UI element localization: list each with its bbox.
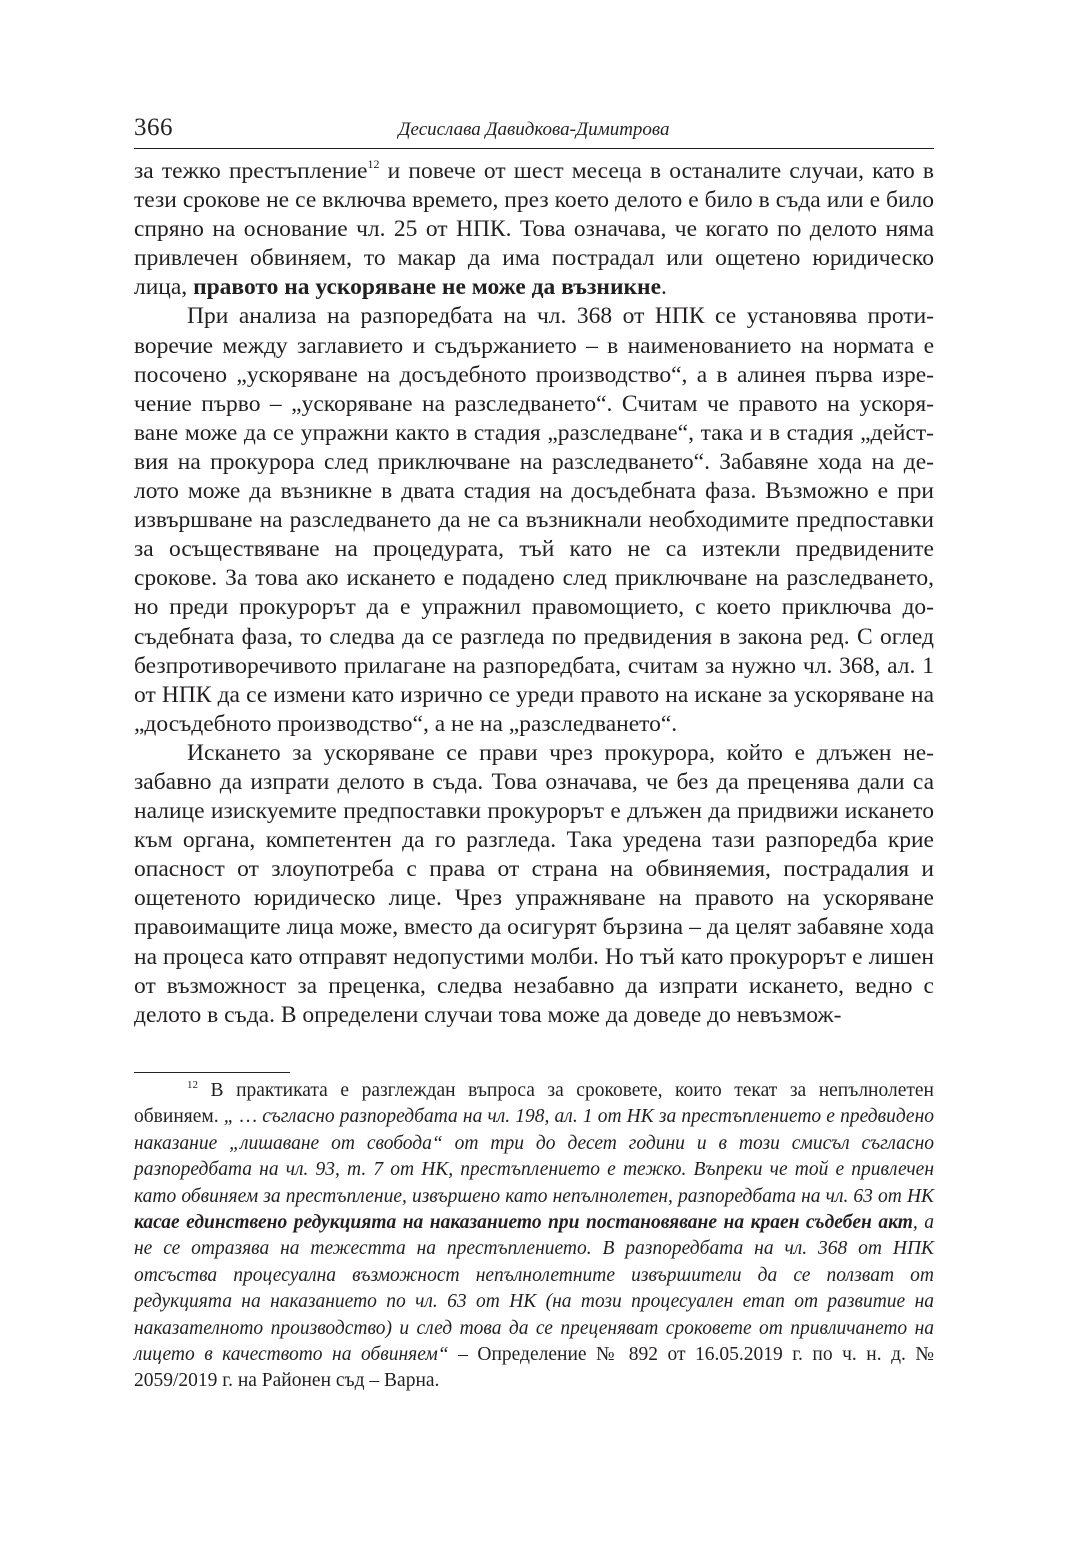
paragraph-1-bold-emphasis: правото на ускоряване не може да възникне (193, 274, 662, 301)
body-text (134, 157, 934, 1030)
footnote-quote-end: , а не се отразява на тежестта на престъплението. В разпоредбата на чл. 368 от НПК отсъства процесуална възможност непълнолетните извършители да се ползват от редукцията на наказанието по чл. 63 от НК (на този процесуален етап от развитие на наказателното производство) и след това да се преценяват сроковете от привличането на лицето в качеството на обвиняем“ (134, 1212, 935, 1366)
footnote (134, 1078, 934, 1395)
footnote-quote-bold: касае единствено редукцията на наказанието при постановяване на краен съдебен акт (134, 1212, 913, 1234)
page-header (134, 112, 934, 149)
footnote-separator (134, 1072, 290, 1073)
paragraph-3: Искането за ускоряване се прави чрез прокурора, който е длъжен незабавно да изпрати делото в съда. Това означава, че без да преценява дали са налице изискуемите предпоставки прокурорът е длъжен да придвижи искането към органа, компетентен да го разгледа. Така уредена тази разпоредба крие опасност от злоупотреба с права от страна на обвиняемия, пострадалия и ощетеното юридическо лице. Чрез упражняване на правото на ускоряване правоимащите лица може, вместо да осигурят бързина – да целят забавяне хода на процеса като отправят недопустими молби. Но тъй като прокурорът е лишен от възможност за преценка, следва незабавно да изпрати искането, ведно с делото в съда. В определени случаи това може да доведе до невъзмож- (134, 739, 934, 1028)
footnote-quote-start: „ … съгласно разпоредбата на чл. 198, ал. 1 от НК за престъплението е предвидено наказание „лишаване от свобода“ от три до десет години и в този смисъл съгласно разпоредбата на чл. 93, т. 7 от НК, престъплението е тежко. Въпреки че той е привлечен като обвиняем за престъпление, извършено като непълнолетен, разпоредбата на чл. 63 от НК (134, 1106, 935, 1207)
paragraph-1 (134, 157, 934, 302)
page-number: 366 (134, 114, 173, 141)
footnote-paragraph (134, 1078, 934, 1395)
paragraph-2: При анализа на разпоредбата на чл. 368 от НПК се установява противоречие между заглавието и съдържанието – в наименованието на нормата е посочено „ускоряване на досъдебното производство“, а в алинея първа изречение първо – „ускоряване на разследването“. Считам че правото на ускоряване може да се упражни както в стадия „разследване“, така и в стадия „действия на прокурора след приключване на разследването“. Забавяне хода на делото може да възникне в двата стадия на досъдебната фаза. Възможно е при извършване на разследването да не са възникнали необходимите предпоставки за осъществяване на процедурата, тъй като не са изтекли предвидените срокове. За това ако искането е подадено след приключване на разследването, но преди прокурорът да е упражнил правомощието, с което приключва досъдебната фаза, то следва да се разгледа по предвидения в закона ред. С оглед безпротиворечивото прилагане на разпоредбата, считам за нужно чл. 368, ал. 1 от НПК да се измени като изрично се уреди правото на искане за ускоряване на „досъдебното производство“, а не на „разследването“. (134, 303, 934, 737)
footnote-intro: В практиката е разглеждан въпроса за сроковете, които текат за непълнолетен обвиняем. (134, 1080, 934, 1128)
paragraph-1-end: . (661, 274, 667, 301)
paragraph-1-middle: и повече от шест месеца в останалите случаи, като в тези срокове не се включва времето, през което делото е било в съда или е било спряно на основание чл. 25 от НПК. Това означава, че когато по делото няма привлечен обвиняем, то макар да има пострадал или ощетено юридическо лица, (134, 158, 934, 301)
footnote-source: – Определение № 892 от 16.05.2019 г. по ч. н. д. № 2059/2019 г. на Районен съд – Варна. (134, 1344, 934, 1392)
footnote-reference: 12 (367, 157, 380, 171)
running-head-author: Десислава Давидкова-Димитрова (398, 119, 670, 140)
paragraph-1-start: за тежко престъпление (134, 158, 368, 184)
footnote-number: 12 (187, 1079, 198, 1091)
